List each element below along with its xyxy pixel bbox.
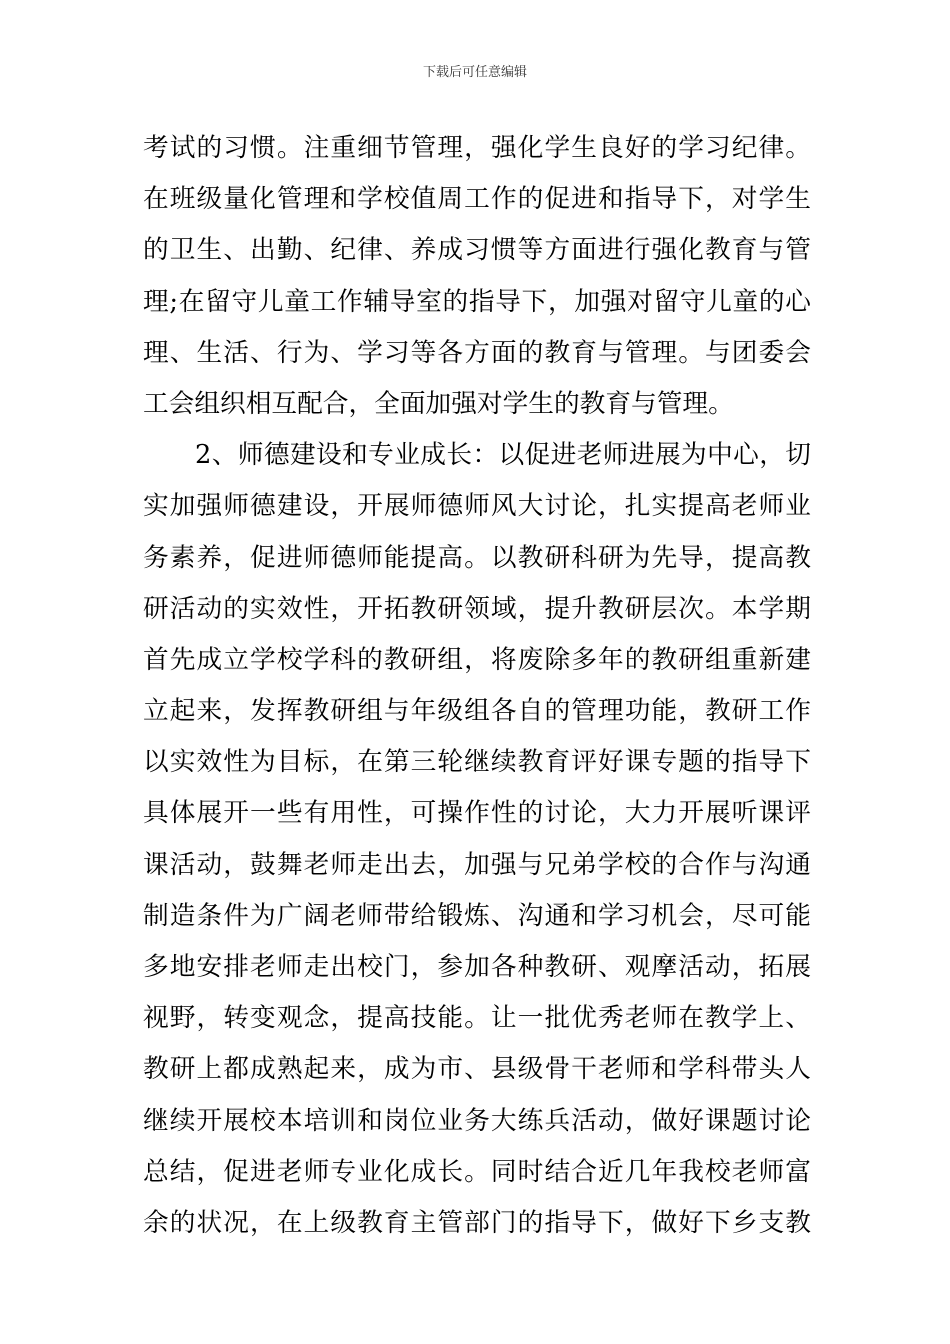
text-line: 课活动，鼓舞老师走出去，加强与兄弟学校的合作与沟通: [143, 849, 811, 880]
text-line: 理、生活、行为、学习等各方面的教育与管理。与团委会: [143, 337, 811, 368]
text-line: 视野，转变观念，提高技能。让一批优秀老师在教学上、: [143, 1003, 811, 1034]
text-line: 继续开展校本培训和岗位业务大练兵活动，做好课题讨论: [143, 1105, 811, 1136]
text-line: 以实效性为目标，在第三轮继续教育评好课专题的指导下: [143, 747, 811, 778]
text-line: 总结，促进老师专业化成长。同时结合近几年我校老师富: [143, 1156, 811, 1187]
text-line: 2、师德建设和专业成长：以促进老师进展为中心，切: [195, 440, 811, 471]
page-header: 下载后可任意编辑: [422, 65, 527, 80]
text-line: 首先成立学校学科的教研组，将废除多年的教研组重新建: [143, 644, 811, 675]
text-line: 教研上都成熟起来，成为市、县级骨干老师和学科带头人: [143, 1054, 811, 1085]
text-line: 考试的习惯。注重细节管理，强化学生良好的学习纪律。: [143, 133, 811, 163]
text-line: 余的状况，在上级教育主管部门的指导下，做好下乡支教: [143, 1207, 811, 1238]
text-line: 理;在留守儿童工作辅导室的指导下，加强对留守儿童的心: [143, 286, 811, 317]
text-line: 务素养，促进师德师能提高。以教研科研为先导，提高教: [143, 542, 811, 573]
text-line: 工会组织相互配合，全面加强对学生的教育与管理。: [143, 388, 734, 419]
text-line: 多地安排老师走出校门，参加各种教研、观摩活动，拓展: [143, 952, 811, 982]
text-line: 的卫生、出勤、纪律、养成习惯等方面进行强化教育与管: [143, 235, 811, 266]
text-line: 立起来，发挥教研组与年级组各自的管理功能，教研工作: [143, 696, 811, 727]
text-line: 实加强师德建设，开展师德师风大讨论，扎实提高老师业: [143, 491, 811, 522]
text-line: 在班级量化管理和学校值周工作的促进和指导下，对学生: [143, 184, 811, 215]
text-line: 具体展开一些有用性，可操作性的讨论，大力开展听课评: [143, 798, 811, 829]
text-line: 研活动的实效性，开拓教研领域，提升教研层次。本学期: [143, 593, 811, 624]
document-body: [143, 127, 811, 1253]
text-line: 制造条件为广阔老师带给锻炼、沟通和学习机会，尽可能: [143, 900, 811, 931]
